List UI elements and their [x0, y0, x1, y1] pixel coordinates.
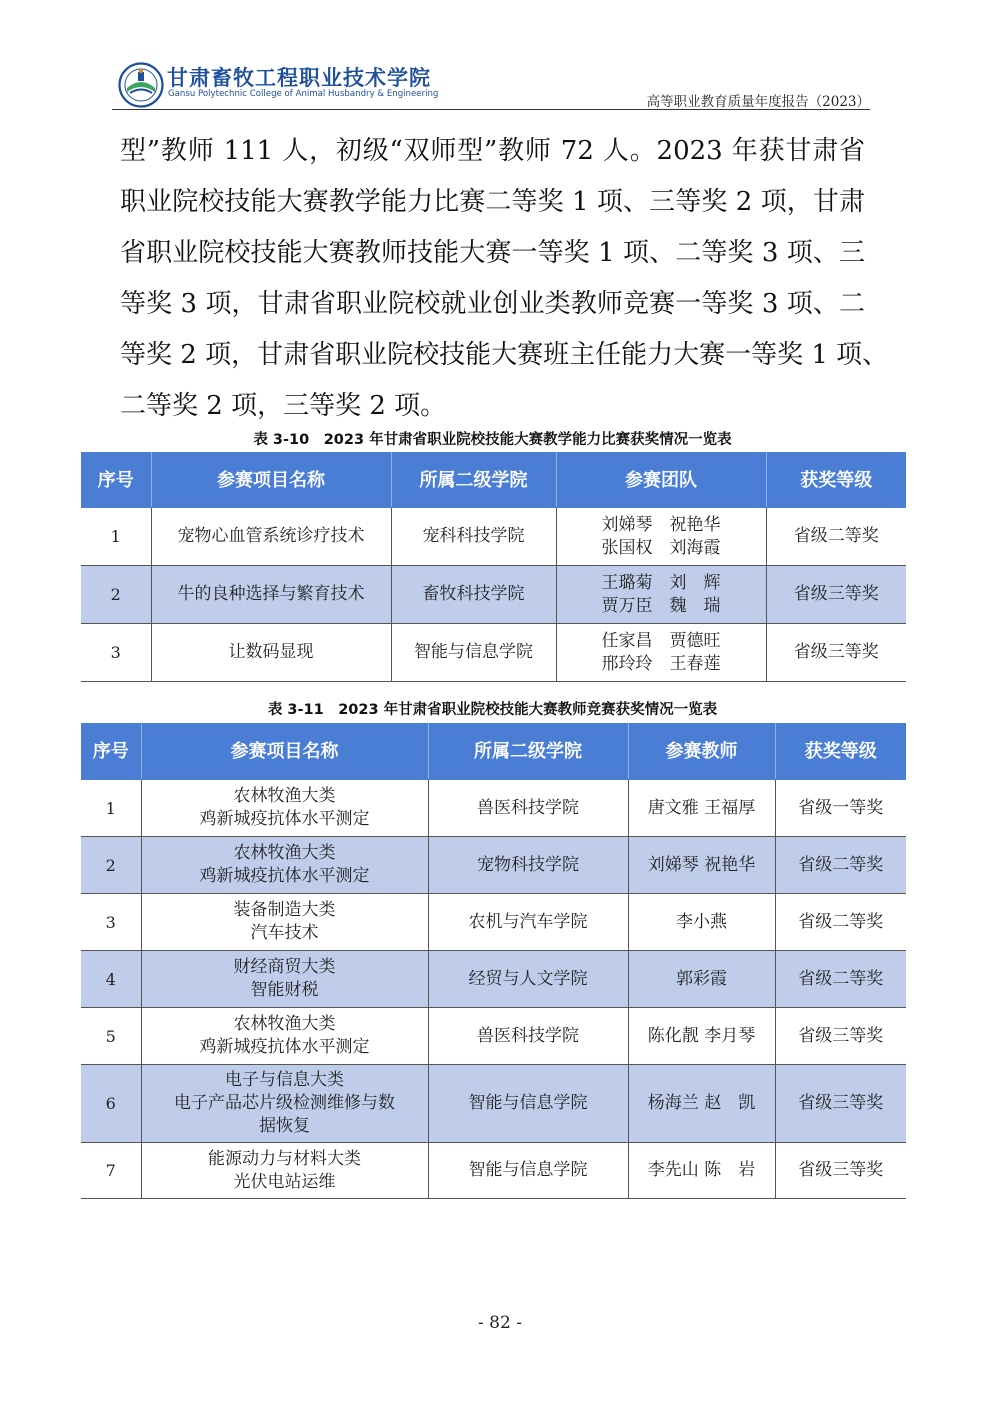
- award-level: 省级三等奖: [766, 624, 906, 682]
- college-name: 畜牧科技学院: [391, 566, 556, 624]
- row-number: 2: [81, 566, 151, 624]
- college-name: 智能与信息学院: [428, 1143, 628, 1199]
- table-row: [81, 624, 906, 682]
- award-level: 省级二等奖: [766, 508, 906, 566]
- college-name: 兽医科技学院: [428, 780, 628, 837]
- project-line: 电子产品芯片级检测维修与数: [174, 1093, 395, 1113]
- body-line: 省职业院校技能大赛教师技能大赛一等奖 1 项、二等奖 3 项、三: [120, 238, 865, 268]
- body-paragraph: [120, 126, 889, 432]
- table1-caption: 表 3-10 2023 年甘肃省职业院校技能大赛教学能力比赛获奖情况一览表: [253, 432, 732, 448]
- award-level: 省级三等奖: [766, 566, 906, 624]
- team-members: [556, 566, 766, 624]
- team-line: 王璐菊 刘 辉: [601, 572, 721, 593]
- award-level: 省级三等奖: [775, 1008, 906, 1065]
- column-header: 参赛教师: [628, 724, 775, 780]
- project-line: 装备制造大类: [233, 900, 336, 920]
- teacher-names: 杨海兰 赵 凯: [628, 1065, 775, 1143]
- table2-caption: 表 3-11 2023 年甘肃省职业院校技能大赛教师竞赛获奖情况一览表: [267, 702, 718, 718]
- college-name: 宠科科技学院: [391, 508, 556, 566]
- school-name-en: Gansu Polytechnic College of Animal Husbandry & Engineering: [168, 89, 439, 99]
- row-number: 1: [81, 780, 141, 837]
- table-row: [81, 508, 906, 566]
- table-row: [81, 1065, 906, 1143]
- college-name: 宠物科技学院: [428, 837, 628, 894]
- college-name: 农机与汽车学院: [428, 894, 628, 951]
- teaching-ability-award-table: [81, 452, 906, 682]
- project-line: 农林牧渔大类: [233, 786, 336, 806]
- team-line: 贾万臣 魏 瑞: [601, 595, 721, 616]
- row-number: 6: [81, 1065, 141, 1143]
- row-number: 7: [81, 1143, 141, 1199]
- award-level: 省级二等奖: [775, 951, 906, 1008]
- project-line: 据恢复: [259, 1116, 310, 1136]
- table-row: [81, 837, 906, 894]
- row-number: 4: [81, 951, 141, 1008]
- project-line: 鸡新城疫抗体水平测定: [199, 866, 370, 886]
- project-name: [141, 837, 428, 894]
- body-line: 等奖 3 项，甘肃省职业院校就业创业类教师竞赛一等奖 3 项、二: [120, 289, 865, 319]
- page-number: - 82 -: [478, 1313, 522, 1333]
- award-level: 省级二等奖: [775, 837, 906, 894]
- header-divider: [112, 109, 870, 110]
- column-header: 序号: [81, 724, 141, 780]
- award-level: 省级一等奖: [775, 780, 906, 837]
- project-name: 牛的良种选择与繁育技术: [151, 566, 391, 624]
- team-line: 刘娣琴 祝艳华: [601, 514, 721, 535]
- teacher-names: 李先山 陈 岩: [628, 1143, 775, 1199]
- project-name: 让数码显现: [151, 624, 391, 682]
- project-line: 光伏电站运维: [233, 1171, 336, 1192]
- teacher-names: 刘娣琴 祝艳华: [628, 837, 775, 894]
- project-line: 能源动力与材料大类: [208, 1148, 361, 1169]
- project-name: [141, 951, 428, 1008]
- team-members: [556, 624, 766, 682]
- project-name: [141, 1065, 428, 1143]
- row-number: 1: [81, 508, 151, 566]
- row-number: 2: [81, 837, 141, 894]
- row-number: 5: [81, 1008, 141, 1065]
- award-level: 省级二等奖: [775, 894, 906, 951]
- page-header: [112, 60, 870, 110]
- column-header: 参赛项目名称: [141, 724, 428, 780]
- table-row: [81, 780, 906, 837]
- body-line: 型”教师 111 人，初级“双师型”教师 72 人。2023 年获甘肃省: [120, 136, 865, 166]
- project-name: [141, 1008, 428, 1065]
- body-line: 职业院校技能大赛教学能力比赛二等奖 1 项、三等奖 2 项，甘肃: [120, 187, 865, 217]
- college-name: 经贸与人文学院: [428, 951, 628, 1008]
- teacher-names: 陈化靓 李月琴: [628, 1008, 775, 1065]
- table-header-row: [81, 724, 906, 780]
- project-name: [141, 780, 428, 837]
- project-name: [141, 894, 428, 951]
- body-line: 二等奖 2 项，三等奖 2 项。: [120, 391, 447, 421]
- column-header: 序号: [81, 453, 151, 508]
- project-line: 智能财税: [250, 980, 319, 1000]
- project-line: 电子与信息大类: [225, 1070, 344, 1090]
- body-line: 等奖 2 项，甘肃省职业院校技能大赛班主任能力大赛一等奖 1 项、: [120, 340, 889, 370]
- project-line: 汽车技术: [250, 923, 319, 943]
- report-title: 高等职业教育质量年度报告（2023）: [646, 94, 870, 110]
- table-row: [81, 1143, 906, 1199]
- table-header-row: [81, 453, 906, 508]
- team-line: 张国权 刘海霞: [601, 537, 721, 558]
- row-number: 3: [81, 894, 141, 951]
- column-header: 所属二级学院: [428, 724, 628, 780]
- column-header: 获奖等级: [766, 453, 906, 508]
- college-name: 智能与信息学院: [391, 624, 556, 682]
- column-header: 所属二级学院: [391, 453, 556, 508]
- table-row: [81, 894, 906, 951]
- table-row: [81, 566, 906, 624]
- project-line: 财经商贸大类: [233, 957, 336, 977]
- teacher-names: 郭彩霞: [628, 951, 775, 1008]
- column-header: 参赛项目名称: [151, 453, 391, 508]
- teacher-competition-award-table: [81, 723, 906, 1199]
- teacher-names: 唐文雅 王福厚: [628, 780, 775, 837]
- teacher-names: 李小燕: [628, 894, 775, 951]
- project-line: 农林牧渔大类: [233, 1014, 336, 1034]
- team-line: 任家昌 贾德旺: [601, 630, 721, 651]
- project-line: 农林牧渔大类: [233, 843, 336, 863]
- team-line: 邢玲玲 王春莲: [601, 653, 721, 674]
- row-number: 3: [81, 624, 151, 682]
- college-name: 兽医科技学院: [428, 1008, 628, 1065]
- project-name: 宠物心血管系统诊疗技术: [151, 508, 391, 566]
- project-line: 鸡新城疫抗体水平测定: [199, 809, 370, 829]
- college-emblem-icon: [118, 62, 164, 108]
- award-level: 省级三等奖: [775, 1065, 906, 1143]
- award-level: 省级三等奖: [775, 1143, 906, 1199]
- team-members: [556, 508, 766, 566]
- college-name: 智能与信息学院: [428, 1065, 628, 1143]
- column-header: 获奖等级: [775, 724, 906, 780]
- table-row: [81, 1008, 906, 1065]
- project-line: 鸡新城疫抗体水平测定: [199, 1037, 370, 1057]
- project-name: [141, 1143, 428, 1199]
- school-name-cn: 甘肃畜牧工程职业技术学院: [167, 66, 431, 90]
- column-header: 参赛团队: [556, 453, 766, 508]
- table-row: [81, 951, 906, 1008]
